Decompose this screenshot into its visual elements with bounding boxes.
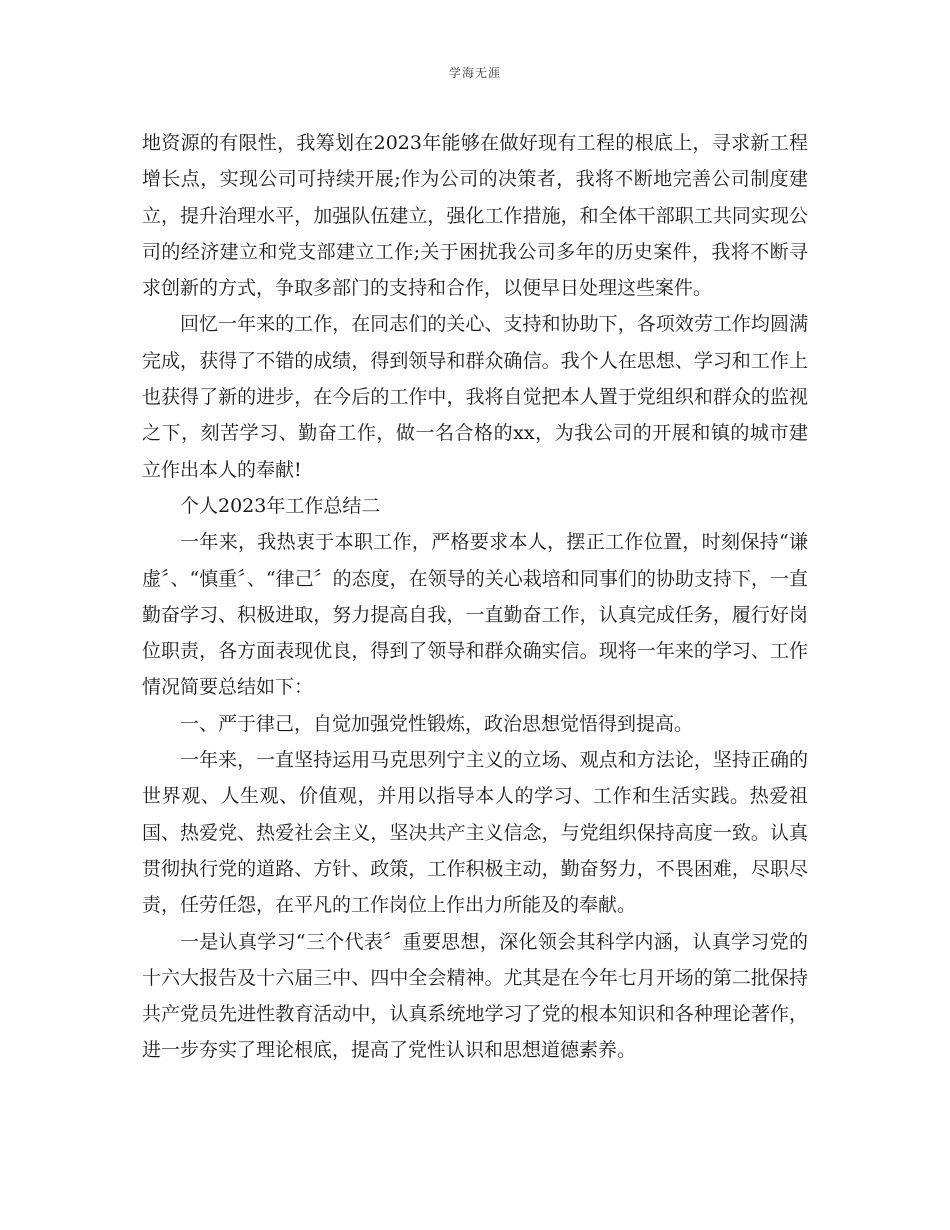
section-heading-1: 一、严于律己，自觉加强党性锻炼，政治思想觉悟得到提高。 bbox=[180, 712, 694, 735]
paragraph-review: 回忆一年来的工作，在同志们的关心、支持和协助下，各项效劳工作均圆满完成，获得了不错的成绩，得到领导和群众确信。我个人在思想、学习和工作上也获得了新的进步，在今后的工作中，我将自觉把本人置于党组织和群众的监视之下，刻苦学习、勤奋工作，做一名合格的xx，为我公司的开展和镇的城市建立作出本人的奉献! bbox=[142, 313, 808, 481]
section-title: 个人2023年工作总结二 bbox=[180, 494, 381, 517]
document-body bbox=[142, 125, 808, 1069]
paragraph-study: 一是认真学习“三个代表〞重要思想，深化领会其科学内涵，认真学习党的十六大报告及十六届三中、四中全会精神。尤其是在今年七月开场的第二批保持共产党员先进性教育活动中，认真系统地学习了党的根本知识和各种理论著作，进一步夯实了理论根底，提高了党性认识和思想道德素养。 bbox=[142, 930, 808, 1062]
paragraph-ideology: 一年来，一直坚持运用马克思列宁主义的立场、观点和方法论，坚持正确的世界观、人生观、价值观，并用以指导本人的学习、工作和生活实践。热爱祖国、热爱党、热爱社会主义，坚决共产主义信念，与党组织保持高度一致。认真贯彻执行党的道路、方针、政策，工作积极主动，勤奋努力，不畏困难，尽职尽责，任劳任怨，在平凡的工作岗位上作出力所能及的奉献。 bbox=[142, 749, 808, 917]
paragraph-continuation: 地资源的有限性，我筹划在2023年能够在做好现有工程的根底上，寻求新工程增长点，实现公司可持续开展;作为公司的决策者，我将不断地完善公司制度建立，提升治理水平，加强队伍建立，强化工作措施，和全体干部职工共同实现公司的经济建立和党支部建立工作;关于困扰我公司多年的历史案件，我将不断寻求创新的方式，争取多部门的支持和合作，以便早日处理这些案件。 bbox=[142, 132, 808, 300]
page-header: 学海无涯 bbox=[448, 66, 501, 80]
paragraph-intro: 一年来，我热衷于本职工作，严格要求本人，摆正工作位置，时刻保持“谦虚〞、“慎重〞、“律己〞的态度，在领导的关心栽培和同事们的协助支持下，一直勤奋学习、积极进取，努力提高自我，一直勤奋工作，认真完成任务，履行好岗位职责，各方面表现优良，得到了领导和群众确实信。现将一年来的学习、工作情况简要总结如下： bbox=[142, 531, 808, 699]
